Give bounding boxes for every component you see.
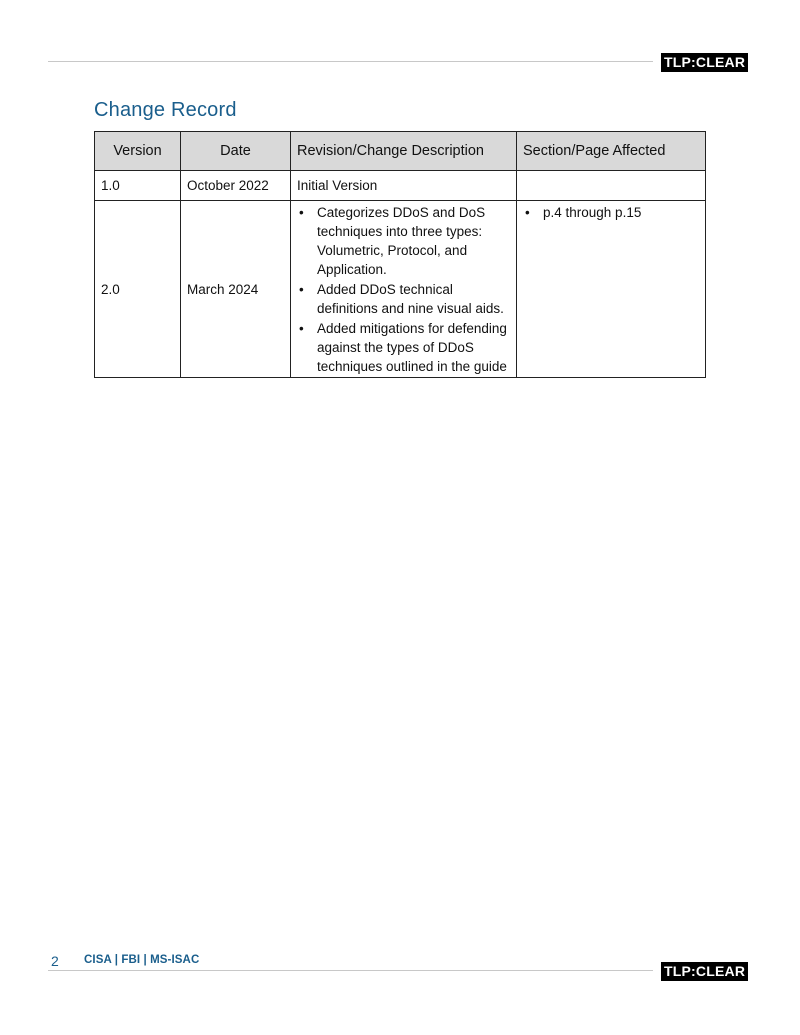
footer-divider [48, 970, 653, 971]
cell-version: 2.0 [95, 201, 181, 378]
list-item: • p.4 through p.15 [523, 203, 699, 222]
col-header-date: Date [181, 132, 291, 171]
list-item: • Categorizes DDoS and DoS techniques into three types: Volumetric, Protocol, and Application. [297, 203, 510, 279]
cell-description [291, 201, 517, 378]
footer-organizations: CISA | FBI | MS-ISAC [84, 954, 200, 966]
header-divider [48, 61, 653, 62]
cell-affected [517, 201, 706, 378]
cell-version: 1.0 [95, 171, 181, 201]
table-row [95, 201, 706, 378]
col-header-description: Revision/Change Description [291, 132, 517, 171]
col-header-version: Version [95, 132, 181, 171]
change-record-table [94, 131, 706, 378]
table-header-row [95, 132, 706, 171]
affected-list [523, 203, 699, 222]
cell-date: March 2024 [181, 201, 291, 378]
section-title: Change Record [94, 99, 237, 121]
tlp-badge-footer: TLP:CLEAR [661, 962, 748, 981]
list-item: • Added DDoS technical definitions and nine visual aids. [297, 280, 510, 318]
cell-affected [517, 171, 706, 201]
cell-description: Initial Version [291, 171, 517, 201]
table-row [95, 171, 706, 201]
col-header-affected: Section/Page Affected [517, 132, 706, 171]
cell-date: October 2022 [181, 171, 291, 201]
tlp-badge-header: TLP:CLEAR [661, 53, 748, 72]
description-list [297, 203, 510, 376]
list-item: • Added mitigations for defending against the types of DDoS techniques outlined in the guide [297, 319, 510, 376]
page-number: 2 [51, 953, 59, 969]
